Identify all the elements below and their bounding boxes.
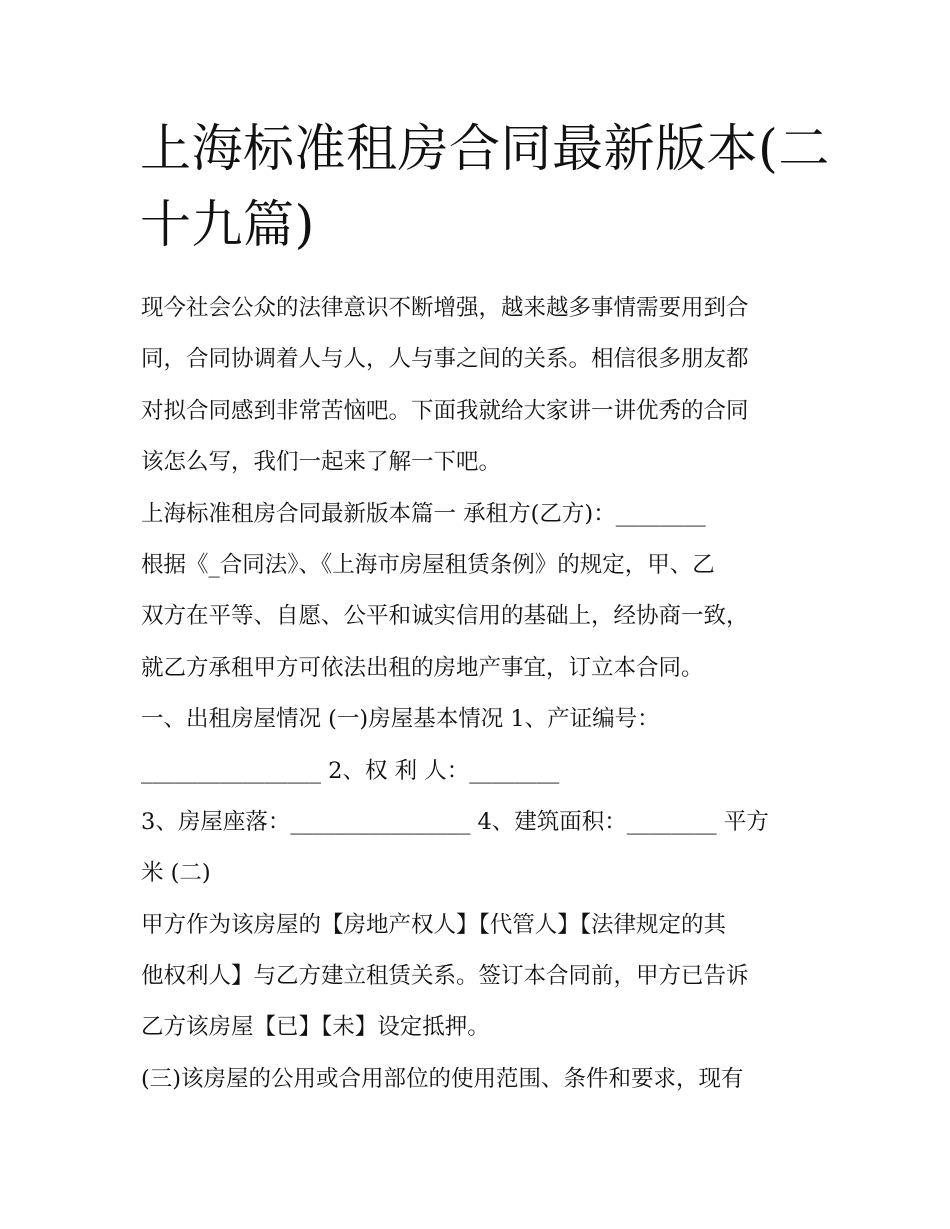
title-line: 上海标准租房合同最新版本(二 bbox=[140, 120, 830, 179]
paragraph-line: 该怎么写，我们一起来了解一下吧。 bbox=[141, 449, 502, 476]
title-line: 十九篇) bbox=[140, 196, 315, 255]
paragraph-line: 根据《_合同法》、《上海市房屋租赁条例》的规定，甲、乙 bbox=[141, 551, 715, 578]
paragraph-line: (三)该房屋的公用或合用部位的使用范围、条件和要求，现有 bbox=[141, 1065, 744, 1092]
clause-line: ________________ 2、权 利 人：________ bbox=[141, 757, 560, 784]
paragraph-line: 现今社会公众的法律意识不断增强，越来越多事情需要用到合 bbox=[141, 295, 749, 321]
paragraph-line: 双方在平等、自愿、公平和诚实信用的基础上，经协商一致， bbox=[141, 603, 749, 630]
document-body bbox=[141, 283, 821, 1105]
clause-line: 一、出租房屋情况 (一)房屋基本情况 1、产证编号： bbox=[141, 706, 660, 733]
clause-line: 3、房屋座落：________________ 4、建筑面积：________ 平方 bbox=[141, 808, 769, 835]
clause-line: 米 (二) bbox=[141, 860, 211, 887]
document-title bbox=[140, 112, 830, 264]
paragraph-line: 同，合同协调着人与人，人与事之间的关系。相信很多朋友都 bbox=[141, 346, 749, 373]
section-heading-line: 上海标准租房合同最新版本篇一 承租方(乙方)：________ bbox=[141, 500, 706, 527]
paragraph-line: 他权利人】与乙方建立租赁关系。签订本合同前，甲方已告诉 bbox=[141, 963, 749, 990]
paragraph-line: 对拟合同感到非常苦恼吧。下面我就给大家讲一讲优秀的合同 bbox=[141, 397, 749, 424]
paragraph-line: 乙方该房屋【已】【未】设定抵押。 bbox=[141, 1014, 490, 1041]
paragraph-line: 甲方作为该房屋的【房地产权人】【代管人】【法律规定的其 bbox=[141, 911, 727, 938]
paragraph-line: 就乙方承租甲方可依法出租的房地产事宜，订立本合同。 bbox=[141, 654, 704, 681]
